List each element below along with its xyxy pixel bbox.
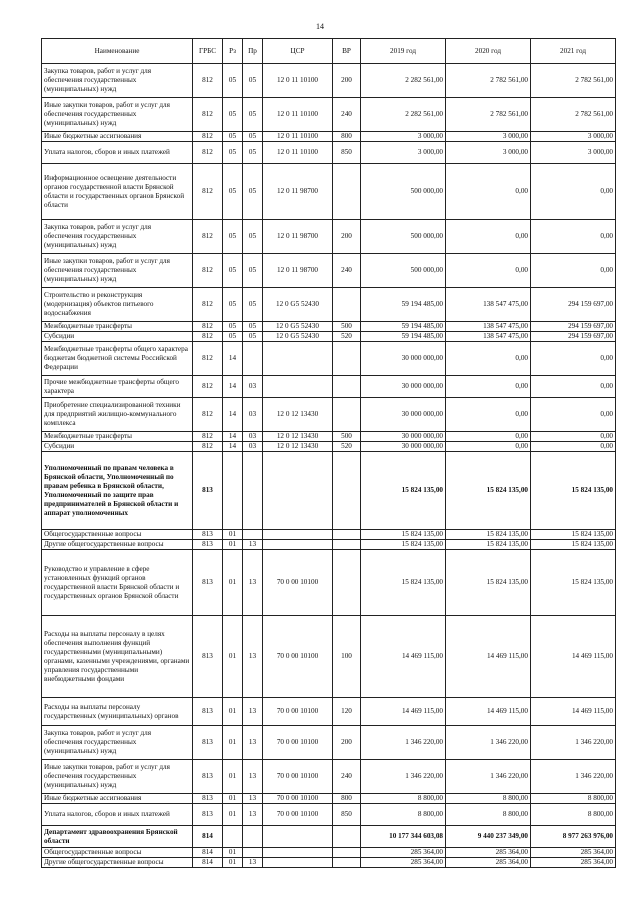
header-name: Наименование: [42, 39, 193, 64]
cell-pr: 03: [243, 432, 263, 442]
cell-pr: 13: [243, 540, 263, 550]
cell-grbs: 812: [193, 376, 223, 398]
cell-pr: 03: [243, 376, 263, 398]
cell-rz: 14: [223, 342, 243, 376]
cell-2019: 15 824 135,00: [361, 550, 446, 616]
cell-2021: 8 800,00: [531, 804, 616, 826]
cell-name: Межбюджетные трансферты общего характера бюджетам бюджетной системы Российской Федерации: [42, 342, 193, 376]
cell-grbs: 812: [193, 164, 223, 220]
cell-rz: 01: [223, 540, 243, 550]
cell-vr: [333, 452, 361, 530]
cell-2019: 59 194 485,00: [361, 332, 446, 342]
cell-pr: 05: [243, 220, 263, 254]
cell-2019: 30 000 000,00: [361, 342, 446, 376]
cell-vr: [333, 530, 361, 540]
cell-pr: 13: [243, 726, 263, 760]
table-row: [42, 698, 616, 726]
cell-2020: 8 800,00: [446, 804, 531, 826]
cell-2021: 294 159 697,00: [531, 322, 616, 332]
cell-pr: 05: [243, 288, 263, 322]
table-row: [42, 342, 616, 376]
cell-rz: 05: [223, 220, 243, 254]
table-row: [42, 452, 616, 530]
cell-rz: 01: [223, 858, 243, 868]
cell-name: Руководство и управление в сфере установленных функций органов государственной власти Брянской области и государственных органов Брянской области: [42, 550, 193, 616]
cell-pr: [243, 826, 263, 848]
cell-name: Строительство и реконструкция (модернизация) объектов питьевого водоснабжения: [42, 288, 193, 322]
cell-2021: 14 469 115,00: [531, 616, 616, 698]
cell-2019: 10 177 344 603,08: [361, 826, 446, 848]
cell-grbs: 812: [193, 442, 223, 452]
cell-2020: 14 469 115,00: [446, 616, 531, 698]
table-row: [42, 332, 616, 342]
table-row: [42, 288, 616, 322]
cell-2019: 15 824 135,00: [361, 452, 446, 530]
cell-2019: 15 824 135,00: [361, 530, 446, 540]
cell-rz: 01: [223, 794, 243, 804]
cell-name: Иные закупки товаров, работ и услуг для обеспечения государственных (муниципальных) нужд: [42, 760, 193, 794]
cell-grbs: 812: [193, 288, 223, 322]
cell-rz: 01: [223, 698, 243, 726]
table-row: [42, 616, 616, 698]
cell-2019: 500 000,00: [361, 164, 446, 220]
cell-csr: [263, 858, 333, 868]
cell-vr: [333, 342, 361, 376]
cell-rz: [223, 452, 243, 530]
table-row: [42, 804, 616, 826]
cell-csr: 12 0 12 13430: [263, 442, 333, 452]
cell-grbs: 814: [193, 826, 223, 848]
cell-name: Закупка товаров, работ и услуг для обеспечения государственных (муниципальных) нужд: [42, 220, 193, 254]
cell-vr: 500: [333, 432, 361, 442]
cell-name: Приобретение специализированной техники для предприятий жилищно-коммунального комплекса: [42, 398, 193, 432]
header-csr: ЦСР: [263, 39, 333, 64]
cell-vr: [333, 288, 361, 322]
header-grbs: ГРБС: [193, 39, 223, 64]
cell-vr: 240: [333, 254, 361, 288]
cell-2019: 14 469 115,00: [361, 698, 446, 726]
cell-grbs: 813: [193, 452, 223, 530]
cell-grbs: 812: [193, 220, 223, 254]
cell-name: Межбюджетные трансферты: [42, 322, 193, 332]
cell-vr: 240: [333, 760, 361, 794]
cell-pr: [243, 530, 263, 540]
cell-2020: 1 346 220,00: [446, 726, 531, 760]
cell-pr: 05: [243, 64, 263, 98]
table-row: [42, 540, 616, 550]
table-row: [42, 254, 616, 288]
cell-vr: 800: [333, 794, 361, 804]
cell-rz: 05: [223, 164, 243, 220]
cell-vr: [333, 848, 361, 858]
cell-grbs: 812: [193, 332, 223, 342]
cell-pr: 05: [243, 132, 263, 142]
table-row: [42, 322, 616, 332]
cell-rz: 01: [223, 550, 243, 616]
cell-rz: 05: [223, 132, 243, 142]
cell-csr: [263, 376, 333, 398]
cell-pr: [243, 452, 263, 530]
cell-2020: 0,00: [446, 442, 531, 452]
cell-rz: 01: [223, 530, 243, 540]
cell-name: Субсидии: [42, 442, 193, 452]
header-pr: Пр: [243, 39, 263, 64]
cell-2021: 0,00: [531, 398, 616, 432]
table-row: [42, 794, 616, 804]
header-vr: ВР: [333, 39, 361, 64]
cell-name: Закупка товаров, работ и услуг для обеспечения государственных (муниципальных) нужд: [42, 64, 193, 98]
cell-2021: 285 364,00: [531, 848, 616, 858]
cell-rz: [223, 826, 243, 848]
cell-2021: 294 159 697,00: [531, 332, 616, 342]
table-row: [42, 398, 616, 432]
cell-name: Информационное освещение деятельности органов государственной власти Брянской области и государственных органов Брянской области: [42, 164, 193, 220]
cell-2019: 59 194 485,00: [361, 322, 446, 332]
cell-2020: 14 469 115,00: [446, 698, 531, 726]
cell-vr: 120: [333, 698, 361, 726]
cell-2021: 1 346 220,00: [531, 760, 616, 794]
cell-2020: 0,00: [446, 164, 531, 220]
cell-name: Прочие межбюджетные трансферты общего характера: [42, 376, 193, 398]
cell-rz: 05: [223, 322, 243, 332]
cell-rz: 01: [223, 616, 243, 698]
cell-2019: 1 346 220,00: [361, 726, 446, 760]
cell-2020: 285 364,00: [446, 848, 531, 858]
cell-name: Расходы на выплаты персоналу в целях обеспечения выполнения функций государственными (муниципальными) органами, казенными учреждениями, органами управления государственными внебюджетными фондами: [42, 616, 193, 698]
cell-rz: 01: [223, 848, 243, 858]
cell-vr: [333, 540, 361, 550]
cell-2019: 8 800,00: [361, 794, 446, 804]
cell-vr: 240: [333, 98, 361, 132]
cell-csr: 12 0 11 98700: [263, 254, 333, 288]
cell-grbs: 812: [193, 132, 223, 142]
cell-pr: 05: [243, 98, 263, 132]
cell-2019: 3 000,00: [361, 132, 446, 142]
cell-pr: 13: [243, 858, 263, 868]
cell-rz: 01: [223, 726, 243, 760]
cell-2021: 8 977 263 976,00: [531, 826, 616, 848]
cell-2020: 1 346 220,00: [446, 760, 531, 794]
cell-grbs: 812: [193, 254, 223, 288]
table-row: [42, 132, 616, 142]
cell-2021: 2 782 561,00: [531, 98, 616, 132]
cell-2020: 0,00: [446, 432, 531, 442]
table-row: [42, 376, 616, 398]
cell-name: Другие общегосударственные вопросы: [42, 540, 193, 550]
cell-2021: 0,00: [531, 254, 616, 288]
cell-grbs: 812: [193, 98, 223, 132]
cell-pr: 05: [243, 254, 263, 288]
header-2021: 2021 год: [531, 39, 616, 64]
cell-2021: 2 782 561,00: [531, 64, 616, 98]
cell-2021: 1 346 220,00: [531, 726, 616, 760]
cell-csr: 12 0 G5 52430: [263, 322, 333, 332]
cell-name: Иные закупки товаров, работ и услуг для обеспечения государственных (муниципальных) нужд: [42, 98, 193, 132]
cell-rz: 05: [223, 142, 243, 164]
cell-pr: 13: [243, 698, 263, 726]
cell-name: Уплата налогов, сборов и иных платежей: [42, 142, 193, 164]
cell-2019: 1 346 220,00: [361, 760, 446, 794]
cell-2020: 0,00: [446, 220, 531, 254]
cell-2020: 15 824 135,00: [446, 452, 531, 530]
cell-csr: [263, 826, 333, 848]
table-row: [42, 442, 616, 452]
cell-grbs: 813: [193, 530, 223, 540]
cell-2020: 2 782 561,00: [446, 64, 531, 98]
cell-pr: 05: [243, 164, 263, 220]
cell-rz: 05: [223, 332, 243, 342]
cell-name: Закупка товаров, работ и услуг для обеспечения государственных (муниципальных) нужд: [42, 726, 193, 760]
cell-pr: 05: [243, 332, 263, 342]
cell-2020: 0,00: [446, 342, 531, 376]
table-row: [42, 760, 616, 794]
cell-vr: 200: [333, 220, 361, 254]
cell-2020: 0,00: [446, 398, 531, 432]
cell-vr: 200: [333, 726, 361, 760]
cell-2021: 0,00: [531, 220, 616, 254]
cell-csr: 12 0 11 10100: [263, 98, 333, 132]
cell-grbs: 814: [193, 848, 223, 858]
cell-2021: 0,00: [531, 442, 616, 452]
cell-2021: 0,00: [531, 342, 616, 376]
cell-2021: 285 364,00: [531, 858, 616, 868]
cell-csr: 12 0 G5 52430: [263, 332, 333, 342]
cell-csr: 12 0 11 10100: [263, 64, 333, 98]
budget-table: [41, 38, 616, 868]
cell-csr: [263, 848, 333, 858]
cell-pr: 13: [243, 794, 263, 804]
cell-name: Субсидии: [42, 332, 193, 342]
cell-rz: 14: [223, 432, 243, 442]
cell-vr: 850: [333, 142, 361, 164]
header-rz: Рз: [223, 39, 243, 64]
cell-csr: 12 0 11 98700: [263, 164, 333, 220]
cell-rz: 14: [223, 398, 243, 432]
cell-2019: 2 282 561,00: [361, 98, 446, 132]
cell-2020: 3 000,00: [446, 142, 531, 164]
cell-name: Иные бюджетные ассигнования: [42, 794, 193, 804]
cell-grbs: 813: [193, 794, 223, 804]
table-row: [42, 220, 616, 254]
cell-vr: [333, 398, 361, 432]
cell-pr: 05: [243, 322, 263, 332]
table-row: [42, 530, 616, 540]
cell-name: Иные бюджетные ассигнования: [42, 132, 193, 142]
cell-2019: 2 282 561,00: [361, 64, 446, 98]
cell-csr: [263, 530, 333, 540]
cell-name: Иные закупки товаров, работ и услуг для обеспечения государственных (муниципальных) нужд: [42, 254, 193, 288]
cell-pr: 13: [243, 616, 263, 698]
cell-2019: 15 824 135,00: [361, 540, 446, 550]
table-row: [42, 826, 616, 848]
cell-csr: 70 0 00 10100: [263, 726, 333, 760]
cell-rz: 05: [223, 64, 243, 98]
cell-csr: 70 0 00 10100: [263, 804, 333, 826]
header-2019: 2019 год: [361, 39, 446, 64]
cell-pr: [243, 342, 263, 376]
cell-2020: 8 800,00: [446, 794, 531, 804]
cell-2021: 0,00: [531, 432, 616, 442]
cell-2019: 500 000,00: [361, 220, 446, 254]
table-row: [42, 858, 616, 868]
cell-2021: 15 824 135,00: [531, 452, 616, 530]
cell-rz: 14: [223, 376, 243, 398]
cell-2021: 294 159 697,00: [531, 288, 616, 322]
cell-vr: 100: [333, 616, 361, 698]
cell-csr: 70 0 00 10100: [263, 550, 333, 616]
cell-name: Уполномоченный по правам человека в Брянской области, Уполномоченный по правам ребенка в Брянской области, Уполномоченный по защите прав предпринимателей в Брянской области и аппарат уполномоченных: [42, 452, 193, 530]
cell-vr: [333, 164, 361, 220]
cell-pr: 03: [243, 442, 263, 452]
cell-2021: 3 000,00: [531, 132, 616, 142]
table-row: [42, 550, 616, 616]
cell-csr: 12 0 11 98700: [263, 220, 333, 254]
cell-grbs: 813: [193, 540, 223, 550]
cell-grbs: 813: [193, 550, 223, 616]
page-number: 14: [316, 22, 324, 31]
cell-rz: 05: [223, 254, 243, 288]
cell-csr: 70 0 00 10100: [263, 794, 333, 804]
cell-vr: [333, 826, 361, 848]
cell-pr: 13: [243, 550, 263, 616]
cell-rz: 05: [223, 98, 243, 132]
cell-2019: 59 194 485,00: [361, 288, 446, 322]
table-row: [42, 142, 616, 164]
cell-name: Расходы на выплаты персоналу государственных (муниципальных) органов: [42, 698, 193, 726]
cell-2020: 2 782 561,00: [446, 98, 531, 132]
cell-grbs: 812: [193, 398, 223, 432]
cell-csr: [263, 452, 333, 530]
cell-grbs: 813: [193, 804, 223, 826]
cell-name: Общегосударственные вопросы: [42, 848, 193, 858]
cell-rz: 14: [223, 442, 243, 452]
cell-csr: 70 0 00 10100: [263, 760, 333, 794]
cell-2021: 15 824 135,00: [531, 530, 616, 540]
cell-2019: 285 364,00: [361, 858, 446, 868]
cell-csr: 12 0 12 13430: [263, 398, 333, 432]
cell-2020: 138 547 475,00: [446, 332, 531, 342]
cell-2020: 0,00: [446, 376, 531, 398]
cell-vr: [333, 550, 361, 616]
table-row: [42, 726, 616, 760]
cell-2020: 0,00: [446, 254, 531, 288]
cell-rz: 01: [223, 760, 243, 794]
header-2020: 2020 год: [446, 39, 531, 64]
cell-2019: 285 364,00: [361, 848, 446, 858]
cell-2020: 15 824 135,00: [446, 550, 531, 616]
cell-2020: 9 440 237 349,00: [446, 826, 531, 848]
cell-2019: 3 000,00: [361, 142, 446, 164]
table-row: [42, 848, 616, 858]
cell-2020: 15 824 135,00: [446, 530, 531, 540]
table-row: [42, 432, 616, 442]
cell-grbs: 812: [193, 142, 223, 164]
cell-vr: 500: [333, 322, 361, 332]
cell-vr: [333, 858, 361, 868]
cell-csr: [263, 540, 333, 550]
table-row: [42, 98, 616, 132]
cell-name: Межбюджетные трансферты: [42, 432, 193, 442]
cell-grbs: 813: [193, 760, 223, 794]
cell-vr: 850: [333, 804, 361, 826]
cell-2019: 8 800,00: [361, 804, 446, 826]
cell-vr: [333, 376, 361, 398]
cell-2020: 3 000,00: [446, 132, 531, 142]
cell-2021: 14 469 115,00: [531, 698, 616, 726]
cell-grbs: 813: [193, 616, 223, 698]
cell-csr: 70 0 00 10100: [263, 616, 333, 698]
cell-name: Другие общегосударственные вопросы: [42, 858, 193, 868]
cell-grbs: 814: [193, 858, 223, 868]
cell-2021: 3 000,00: [531, 142, 616, 164]
cell-2021: 15 824 135,00: [531, 540, 616, 550]
cell-csr: 12 0 11 10100: [263, 142, 333, 164]
cell-2019: 30 000 000,00: [361, 432, 446, 442]
cell-2021: 8 800,00: [531, 794, 616, 804]
cell-pr: 13: [243, 760, 263, 794]
cell-pr: 03: [243, 398, 263, 432]
cell-pr: [243, 848, 263, 858]
cell-vr: 520: [333, 332, 361, 342]
cell-name: Общегосударственные вопросы: [42, 530, 193, 540]
cell-grbs: 812: [193, 64, 223, 98]
cell-2019: 14 469 115,00: [361, 616, 446, 698]
cell-name: Департамент здравоохранения Брянской области: [42, 826, 193, 848]
cell-csr: 12 0 12 13430: [263, 432, 333, 442]
table-header-row: [42, 39, 616, 64]
cell-2020: 138 547 475,00: [446, 322, 531, 332]
cell-2020: 285 364,00: [446, 858, 531, 868]
cell-grbs: 813: [193, 698, 223, 726]
cell-2019: 500 000,00: [361, 254, 446, 288]
cell-vr: 520: [333, 442, 361, 452]
cell-2019: 30 000 000,00: [361, 398, 446, 432]
cell-grbs: 812: [193, 322, 223, 332]
cell-2020: 138 547 475,00: [446, 288, 531, 322]
cell-pr: 05: [243, 142, 263, 164]
cell-csr: 70 0 00 10100: [263, 698, 333, 726]
cell-grbs: 812: [193, 342, 223, 376]
cell-pr: 13: [243, 804, 263, 826]
cell-2021: 15 824 135,00: [531, 550, 616, 616]
cell-csr: 12 0 G5 52430: [263, 288, 333, 322]
cell-2021: 0,00: [531, 164, 616, 220]
cell-2019: 30 000 000,00: [361, 442, 446, 452]
cell-csr: 12 0 11 10100: [263, 132, 333, 142]
cell-rz: 01: [223, 804, 243, 826]
cell-2020: 15 824 135,00: [446, 540, 531, 550]
cell-grbs: 813: [193, 726, 223, 760]
cell-name: Уплата налогов, сборов и иных платежей: [42, 804, 193, 826]
cell-grbs: 812: [193, 432, 223, 442]
table-row: [42, 64, 616, 98]
cell-rz: 05: [223, 288, 243, 322]
cell-2019: 30 000 000,00: [361, 376, 446, 398]
cell-vr: 200: [333, 64, 361, 98]
cell-csr: [263, 342, 333, 376]
table-row: [42, 164, 616, 220]
cell-2021: 0,00: [531, 376, 616, 398]
cell-vr: 800: [333, 132, 361, 142]
